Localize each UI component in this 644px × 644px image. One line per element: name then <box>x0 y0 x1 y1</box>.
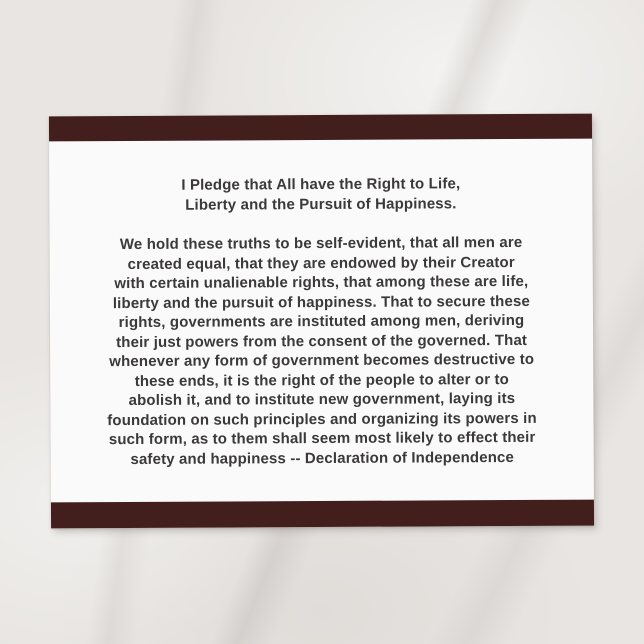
body-line: created equal, that they are endowed by their Creator <box>127 253 515 273</box>
body-line: liberty and the pursuit of happiness. That to secure these <box>112 292 530 312</box>
postcard <box>49 114 594 529</box>
body-line: their just powers from the consent of the governed. That <box>116 331 528 351</box>
heading-line-1: I Pledge that All have the Right to Life, <box>181 175 461 194</box>
postcard-bottom-bar <box>51 500 594 529</box>
body-line: such form, as to them shall seem most likely to effect their <box>108 428 536 449</box>
body-line: We hold these truths to be self-evident, that all men are <box>119 233 523 254</box>
heading-line-2: Liberty and the Pursuit of Happiness. <box>185 194 457 214</box>
postcard-top-bar <box>49 114 592 142</box>
body-line: whenever any form of government becomes destructive to <box>109 350 535 371</box>
body-line: foundation on such principles and organizing its powers in <box>107 409 537 429</box>
postcard-text-area <box>59 139 584 503</box>
body-line: safety and happiness -- Declaration of Independence <box>130 448 515 468</box>
declaration-paragraph <box>60 233 584 470</box>
pledge-heading <box>59 174 582 216</box>
body-line: abolish it, and to institute new government, laying its <box>128 389 516 410</box>
body-line: with certain unalienable rights, that among these are life, <box>114 272 529 293</box>
body-line: these ends, it is the right of the people to alter or to <box>134 370 509 390</box>
body-line: rights, governments are instituted among men, deriving <box>118 311 525 332</box>
